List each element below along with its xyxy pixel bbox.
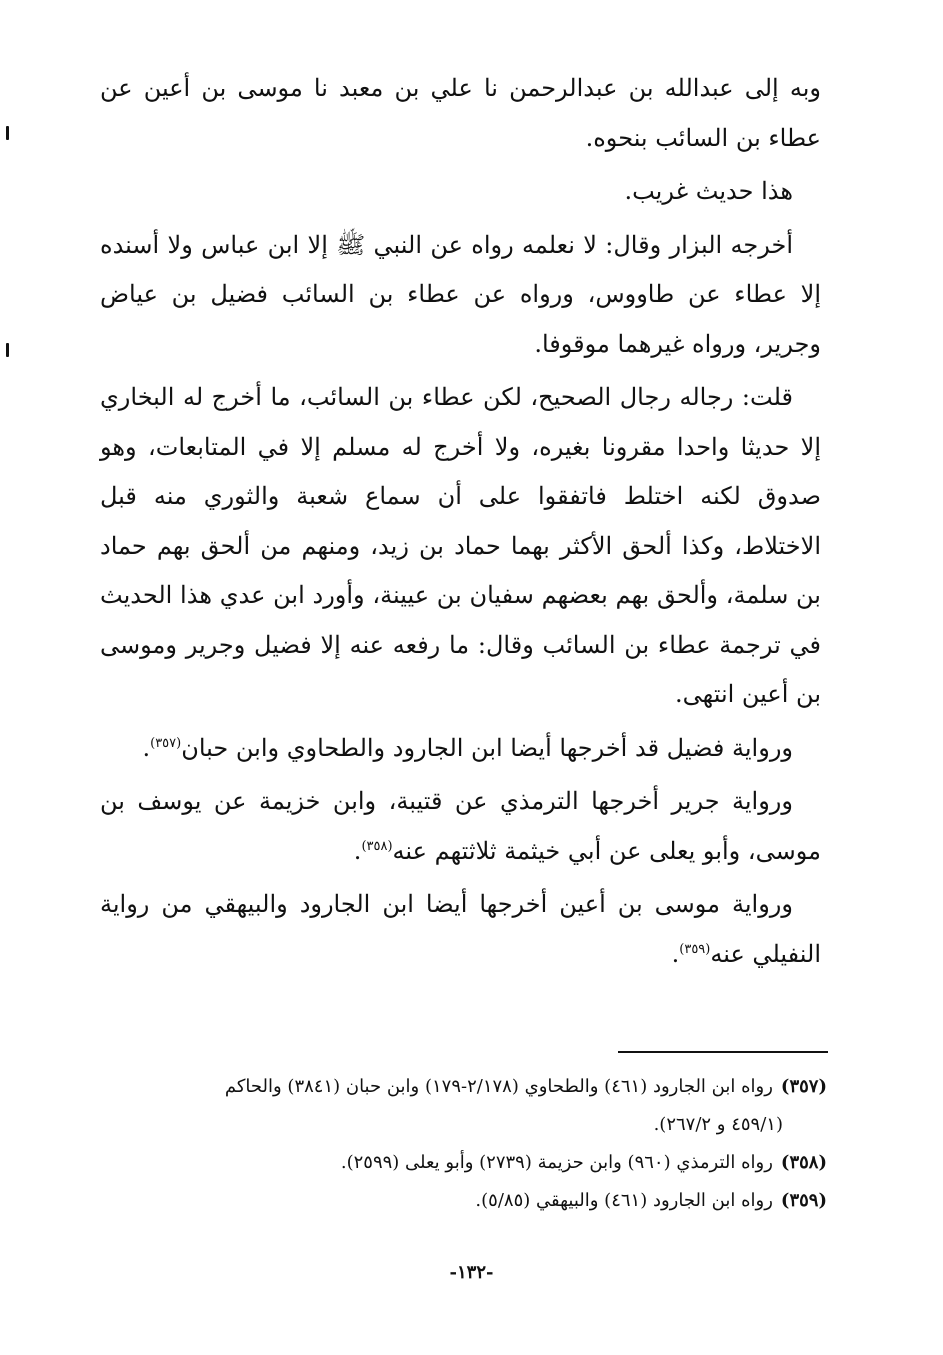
paragraph-musa [100, 880, 821, 979]
footnote-ref: (٣٥٧) [150, 735, 182, 751]
paragraph-fudayl [100, 724, 821, 774]
footnote-ref: (٣٥٩) [679, 941, 711, 957]
paragraph-isnad: وبه إلى عبدالله بن عبدالرحمن نا علي بن معبد نا موسى بن أعين عن عطاء بن السائب بنحوه. [100, 74, 821, 152]
end-punct: . [142, 733, 151, 762]
page-number: -١٣٢- [449, 1262, 494, 1283]
end-punct: . [353, 836, 362, 865]
main-text [100, 64, 821, 983]
paragraph-text: ورواية جرير أخرجها الترمذي عن قتيبة، وابن خزيمة عن يوسف بن موسى، وأبو يعلى عن أبي خيثمة ثلاثتهم عنه [100, 787, 821, 865]
footnote-item [100, 1068, 827, 1106]
footnote-number: (٣٥٧) [780, 1076, 827, 1097]
footnote-text: رواه ابن الجارود (٤٦١) والطحاوي (٢/١٧٨-١٧٩) وابن حبان (٣٨٤١) والحاكم [224, 1076, 773, 1097]
paragraph-text: ورواية فضيل قد أخرجها أيضا ابن الجارود والطحاوي وابن حبان [181, 733, 793, 762]
footnote-text: رواه الترمذي (٩٦٠) وابن حزيمة (٢٧٣٩) وأبو يعلى (٢٥٩٩). [340, 1152, 773, 1173]
footnote-continuation: (٤٥٩/١ و ٢٦٧/٢). [653, 1114, 783, 1135]
paragraph-bazzar: أخرجه البزار وقال: لا نعلمه رواه عن النبي ﷺ إلا ابن عباس ولا أسنده إلا عطاء عن طاووس، ورواه عن عطاء بن السائب فضيل بن عياض وجرير، ورواه غيرهما موقوفا. [100, 230, 821, 358]
margin-mark [6, 343, 9, 357]
paragraph-jarir [100, 777, 821, 876]
footnote-ref: (٣٥٨) [361, 838, 393, 854]
footnote-item [100, 1182, 827, 1220]
footnote-item [100, 1144, 827, 1182]
footnote-number: (٣٥٨) [780, 1152, 827, 1173]
paragraph-grading: هذا حديث غريب. [624, 177, 793, 205]
end-punct: . [671, 939, 680, 968]
paragraph-commentary: قلت: رجاله رجال الصحيح، لكن عطاء بن السائب، ما أخرج له البخاري إلا حديثا واحدا مقرونا بغيره، ولا أخرج له مسلم إلا في المتابعات، وهو صدوق لكنه اختلط فاتفقوا على أن سماع شعبة والثوري منه قبل الاختلاط، وكذا ألحق الأكثر بهما حماد بن زيد، ومنهم من ألحق بهم حماد بن سلمة، وألحق بهم بعضهم سفيان بن عيينة، وأورد ابن عدي هذا الحديث في ترجمة عطاء بن السائب وقال: ما رفعه عنه إلا فضيل وجرير وموسى بن أعين انتهى. [100, 383, 821, 708]
paragraph-text: ورواية موسى بن أعين أخرجها أيضا ابن الجارود والبيهقي من رواية النفيلي عنه [100, 890, 821, 968]
footnote-number: (٣٥٩) [780, 1190, 827, 1211]
footnote-divider [618, 1051, 828, 1053]
footnotes [100, 1068, 827, 1220]
margin-mark [6, 126, 9, 140]
footnote-text: رواه ابن الجارود (٤٦١) والبيهقي (٥/٨٥). [475, 1190, 773, 1211]
